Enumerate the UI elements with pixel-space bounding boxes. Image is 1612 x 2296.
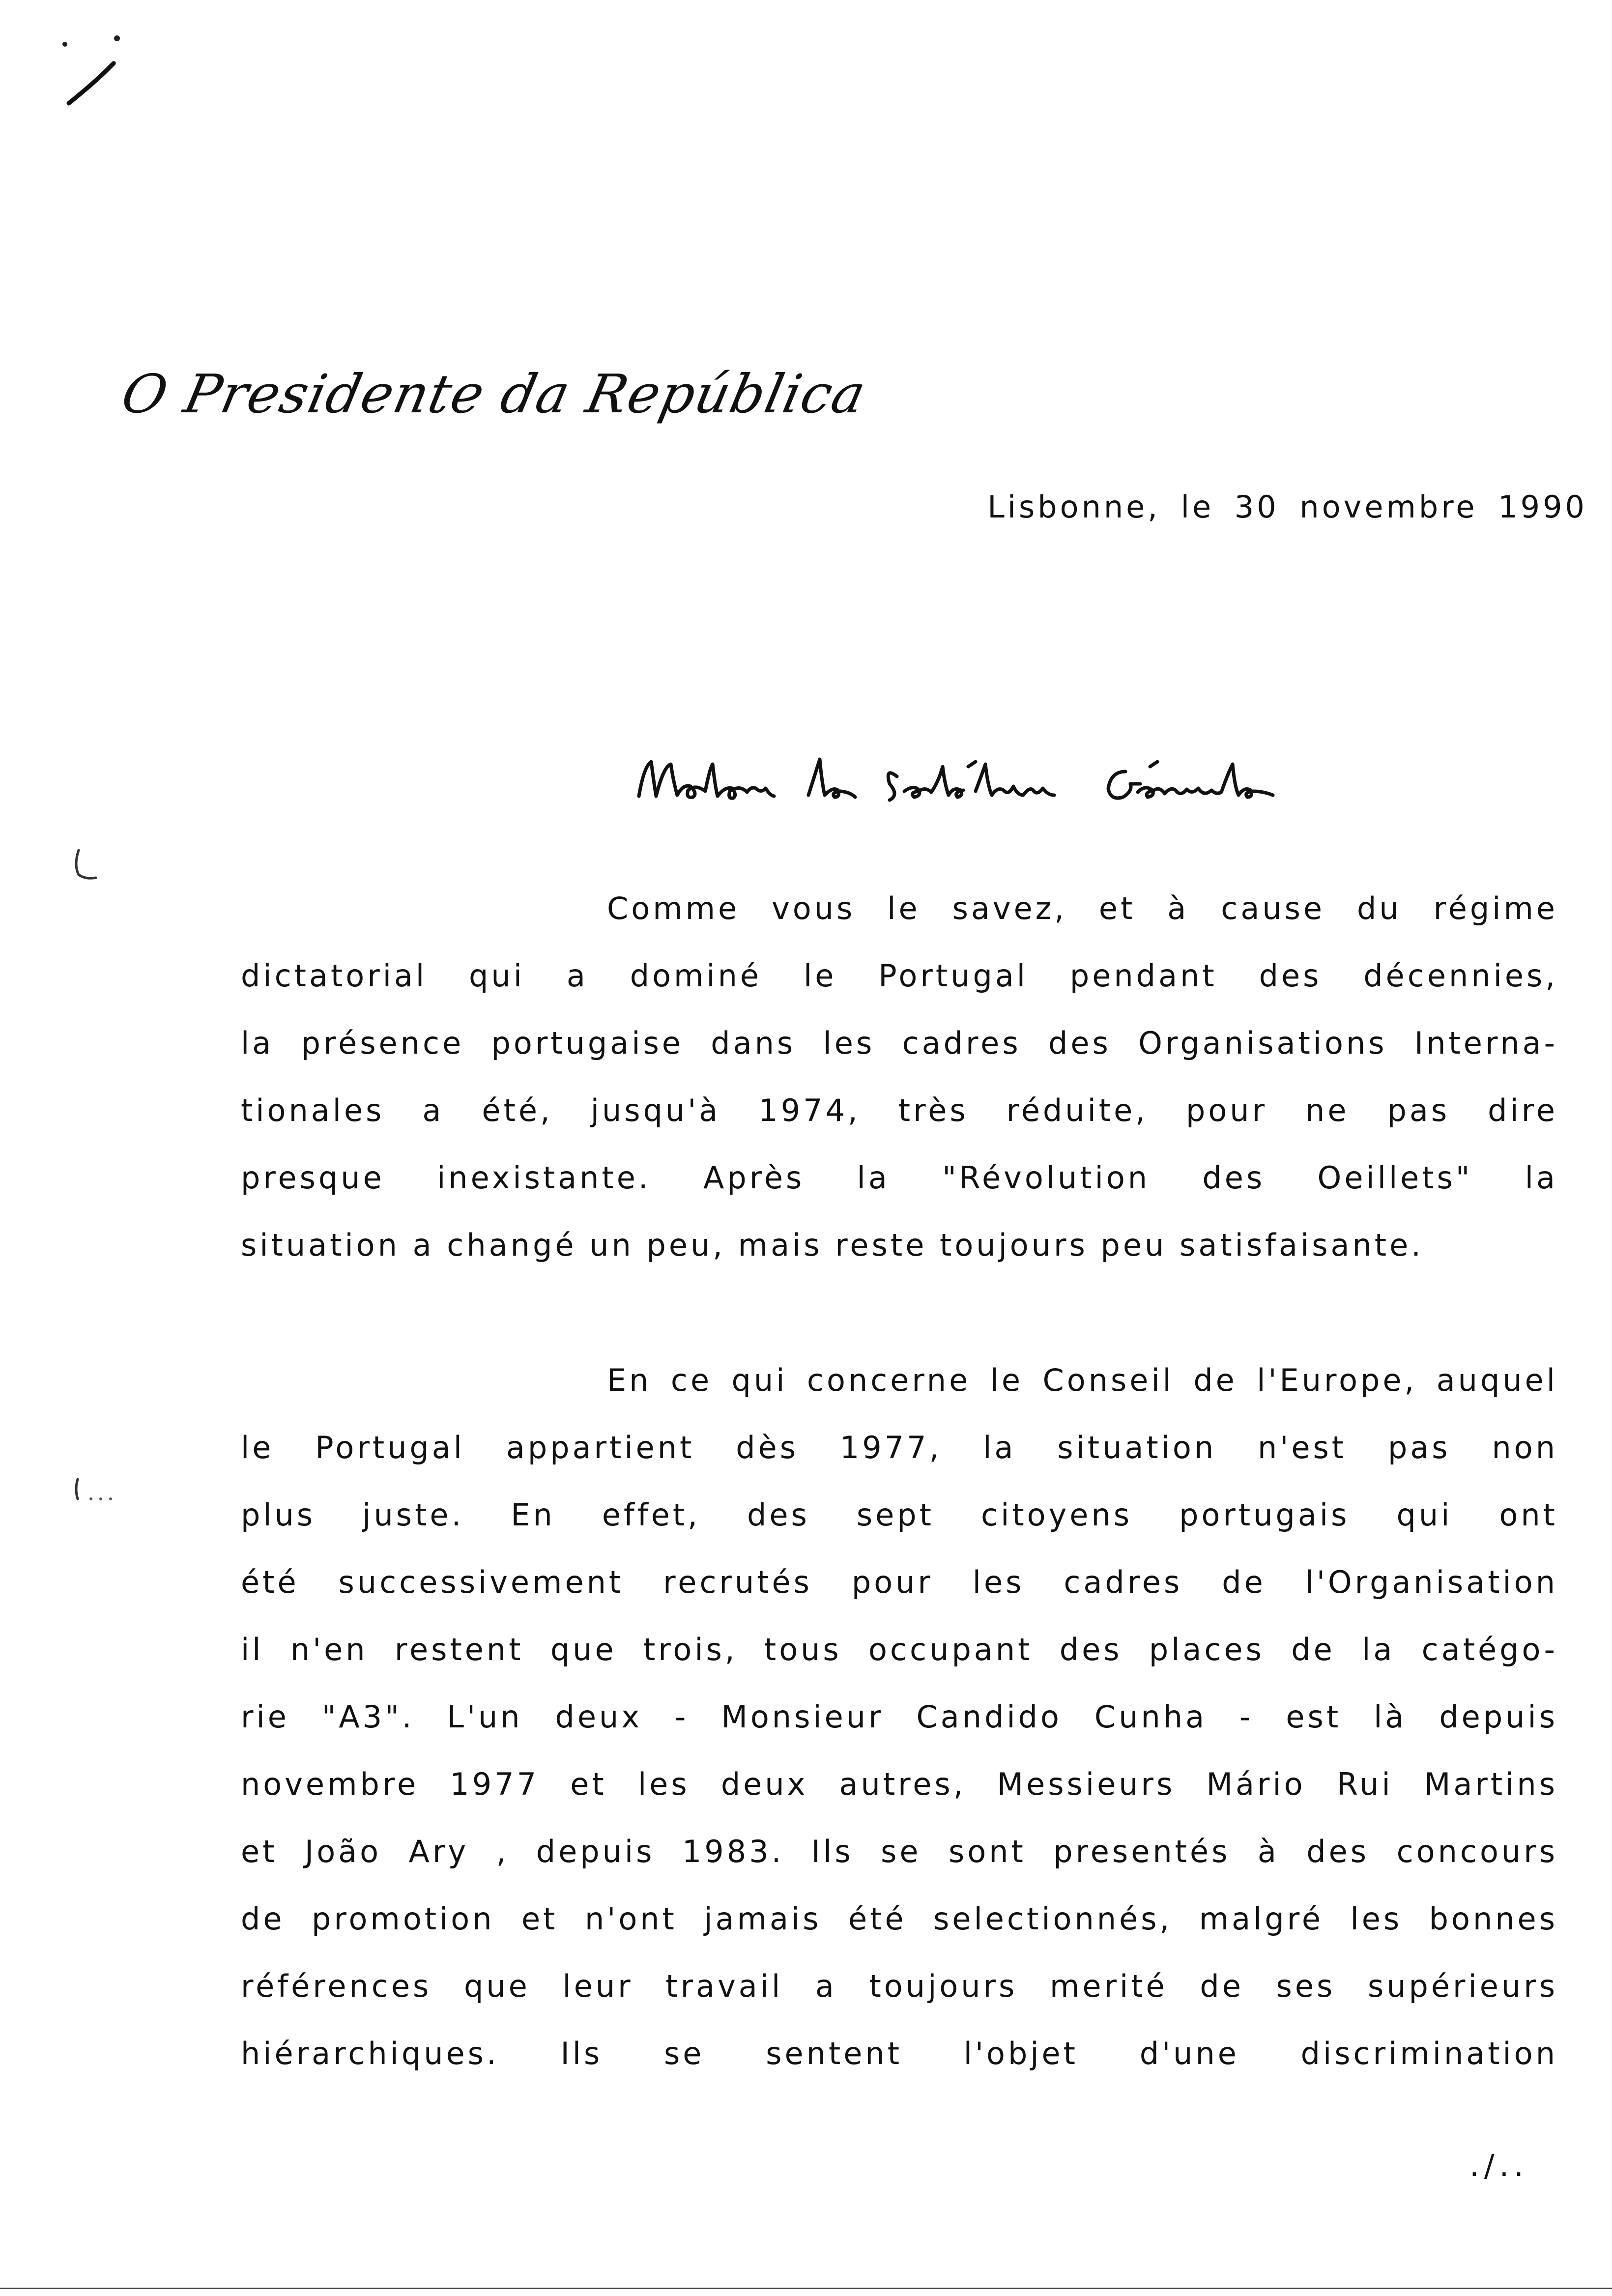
text-line: novembre 1977 et les deux autres, Messieurs Mário Rui Martins <box>241 1766 1558 1802</box>
text-line: dictatorial qui a dominé le Portugal pendant des décennies, <box>241 958 1558 994</box>
bottom-edge-rule <box>0 2288 1612 2289</box>
letterhead-title: O Presidente da República <box>116 364 872 425</box>
paragraph-2 <box>241 1347 1558 2087</box>
text-line: Comme vous le savez, et à cause du régime <box>607 890 1558 926</box>
text-line: le Portugal appartient dès 1977, la situation n'est pas non <box>241 1430 1558 1465</box>
text-line: rie "A3". L'un deux - Monsieur Candido Cunha - est là depuis <box>241 1699 1558 1735</box>
handwritten-salutation <box>624 737 1312 826</box>
text-line: été successivement recrutés pour les cadres de l'Organisation <box>241 1564 1558 1600</box>
salutation-handwriting-icon <box>624 737 1312 826</box>
text-line: situation a changé un peu, mais reste toujours peu satisfaisante. <box>241 1227 1424 1263</box>
text-line: références que leur travail a toujours merité de ses supérieurs <box>241 1968 1558 2004</box>
text-line: En ce qui concerne le Conseil de l'Europe, auquel <box>607 1362 1558 1398</box>
text-line: plus juste. En effet, des sept citoyens portugais qui ont <box>241 1497 1558 1533</box>
letterhead <box>116 344 872 442</box>
date-line: Lisbonne, le 30 novembre 1990 <box>987 489 1587 525</box>
text-line: il n'en restent que trois, tous occupant des places de la catégo- <box>241 1632 1558 1667</box>
text-line: presque inexistante. Après la "Révolution des Oeillets" la <box>241 1160 1558 1196</box>
paragraph <box>241 875 1558 1279</box>
margin-mark <box>69 1474 123 1514</box>
pen-stroke-mark <box>59 29 128 118</box>
margin-mark <box>69 845 108 890</box>
text-line: la présence portugaise dans les cadres des Organisations Interna- <box>241 1025 1558 1061</box>
text-line: tionales a été, jusqu'à 1974, très réduite, pour ne pas dire <box>241 1092 1558 1128</box>
text-line: de promotion et n'ont jamais été selectionnés, malgré les bonnes <box>241 1901 1558 1937</box>
text-line: et João Ary , depuis 1983. Ils se sont presentés à des concours <box>241 1834 1558 1869</box>
paragraph-1 <box>241 875 1558 1279</box>
page-continuation-marker: ./.. <box>1469 2148 1529 2183</box>
paragraph <box>241 1347 1558 2087</box>
text-line: hiérarchiques. Ils se sentent l'objet d'une discrimination <box>241 2036 1558 2071</box>
